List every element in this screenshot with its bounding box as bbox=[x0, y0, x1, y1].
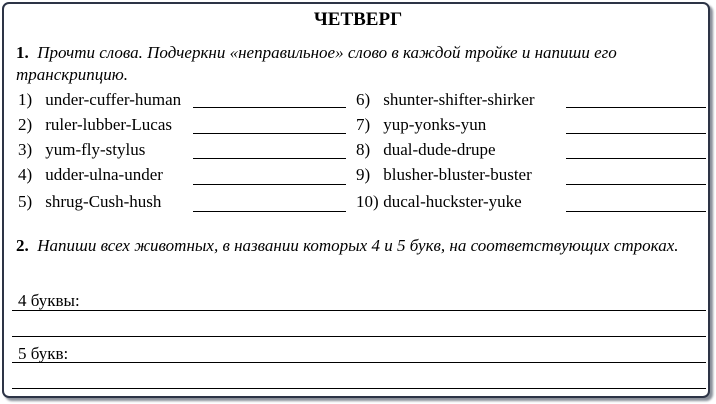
answer-line-1[interactable] bbox=[193, 107, 346, 108]
list-item-5 bbox=[18, 191, 161, 213]
list-item-10 bbox=[356, 191, 522, 213]
list-item-8 bbox=[356, 139, 496, 161]
five-letters-label: 5 букв: bbox=[18, 344, 69, 363]
item-words: yup-yonks-yun bbox=[383, 115, 487, 134]
item-number: 7) bbox=[356, 115, 371, 134]
list-item-4 bbox=[18, 164, 163, 186]
four-letters-line-2[interactable] bbox=[12, 336, 706, 337]
task-2-number: 2. bbox=[16, 236, 29, 255]
item-number: 8) bbox=[356, 140, 371, 159]
answer-line-2[interactable] bbox=[193, 133, 346, 134]
task-1 bbox=[16, 42, 696, 86]
task-2-instruction: Напиши всех животных, в названии которых 4 и 5 букв, на соответствующих строках. bbox=[37, 236, 679, 255]
item-words: yum-fly-stylus bbox=[45, 140, 146, 159]
item-number: 1) bbox=[18, 90, 33, 109]
answer-line-4[interactable] bbox=[193, 184, 346, 185]
task-1-instruction: Прочти слова. Подчеркни «неправильное» слово в каждой тройке и напиши его транскрипцию. bbox=[16, 43, 617, 84]
five-letters-line-2[interactable] bbox=[12, 388, 706, 389]
item-number: 9) bbox=[356, 165, 371, 184]
list-item-1 bbox=[18, 89, 181, 111]
item-words: udder-ulna-under bbox=[45, 165, 163, 184]
list-item-9 bbox=[356, 164, 532, 186]
list-item-6 bbox=[356, 89, 535, 111]
page-title: ЧЕТВЕРГ bbox=[313, 9, 403, 30]
item-number: 4) bbox=[18, 165, 33, 184]
answer-line-3[interactable] bbox=[193, 158, 346, 159]
list-item-7 bbox=[356, 114, 486, 136]
item-number: 3) bbox=[18, 140, 33, 159]
item-words: ducal-huckster-yuke bbox=[383, 192, 522, 211]
item-words: ruler-lubber-Lucas bbox=[45, 115, 173, 134]
answer-line-8[interactable] bbox=[566, 158, 706, 159]
item-number: 2) bbox=[18, 115, 33, 134]
four-letters-label: 4 буквы: bbox=[18, 291, 80, 310]
list-item-2 bbox=[18, 114, 172, 136]
item-number: 5) bbox=[18, 192, 33, 211]
five-letters-line-1[interactable] bbox=[12, 362, 706, 363]
answer-line-5[interactable] bbox=[193, 211, 346, 212]
item-words: under-cuffer-human bbox=[45, 90, 182, 109]
answer-line-6[interactable] bbox=[566, 107, 706, 108]
four-letters-line-1[interactable] bbox=[12, 310, 706, 311]
answer-line-7[interactable] bbox=[566, 133, 706, 134]
list-item-3 bbox=[18, 139, 145, 161]
task-1-number: 1. bbox=[16, 43, 29, 62]
answer-line-9[interactable] bbox=[566, 184, 706, 185]
item-words: blusher-bluster-buster bbox=[383, 165, 532, 184]
task-2 bbox=[16, 235, 696, 257]
item-words: shunter-shifter-shirker bbox=[383, 90, 535, 109]
item-number: 10) bbox=[356, 192, 379, 211]
item-words: dual-dude-drupe bbox=[383, 140, 496, 159]
item-words: shrug-Cush-hush bbox=[45, 192, 162, 211]
item-number: 6) bbox=[356, 90, 371, 109]
answer-line-10[interactable] bbox=[566, 211, 706, 212]
